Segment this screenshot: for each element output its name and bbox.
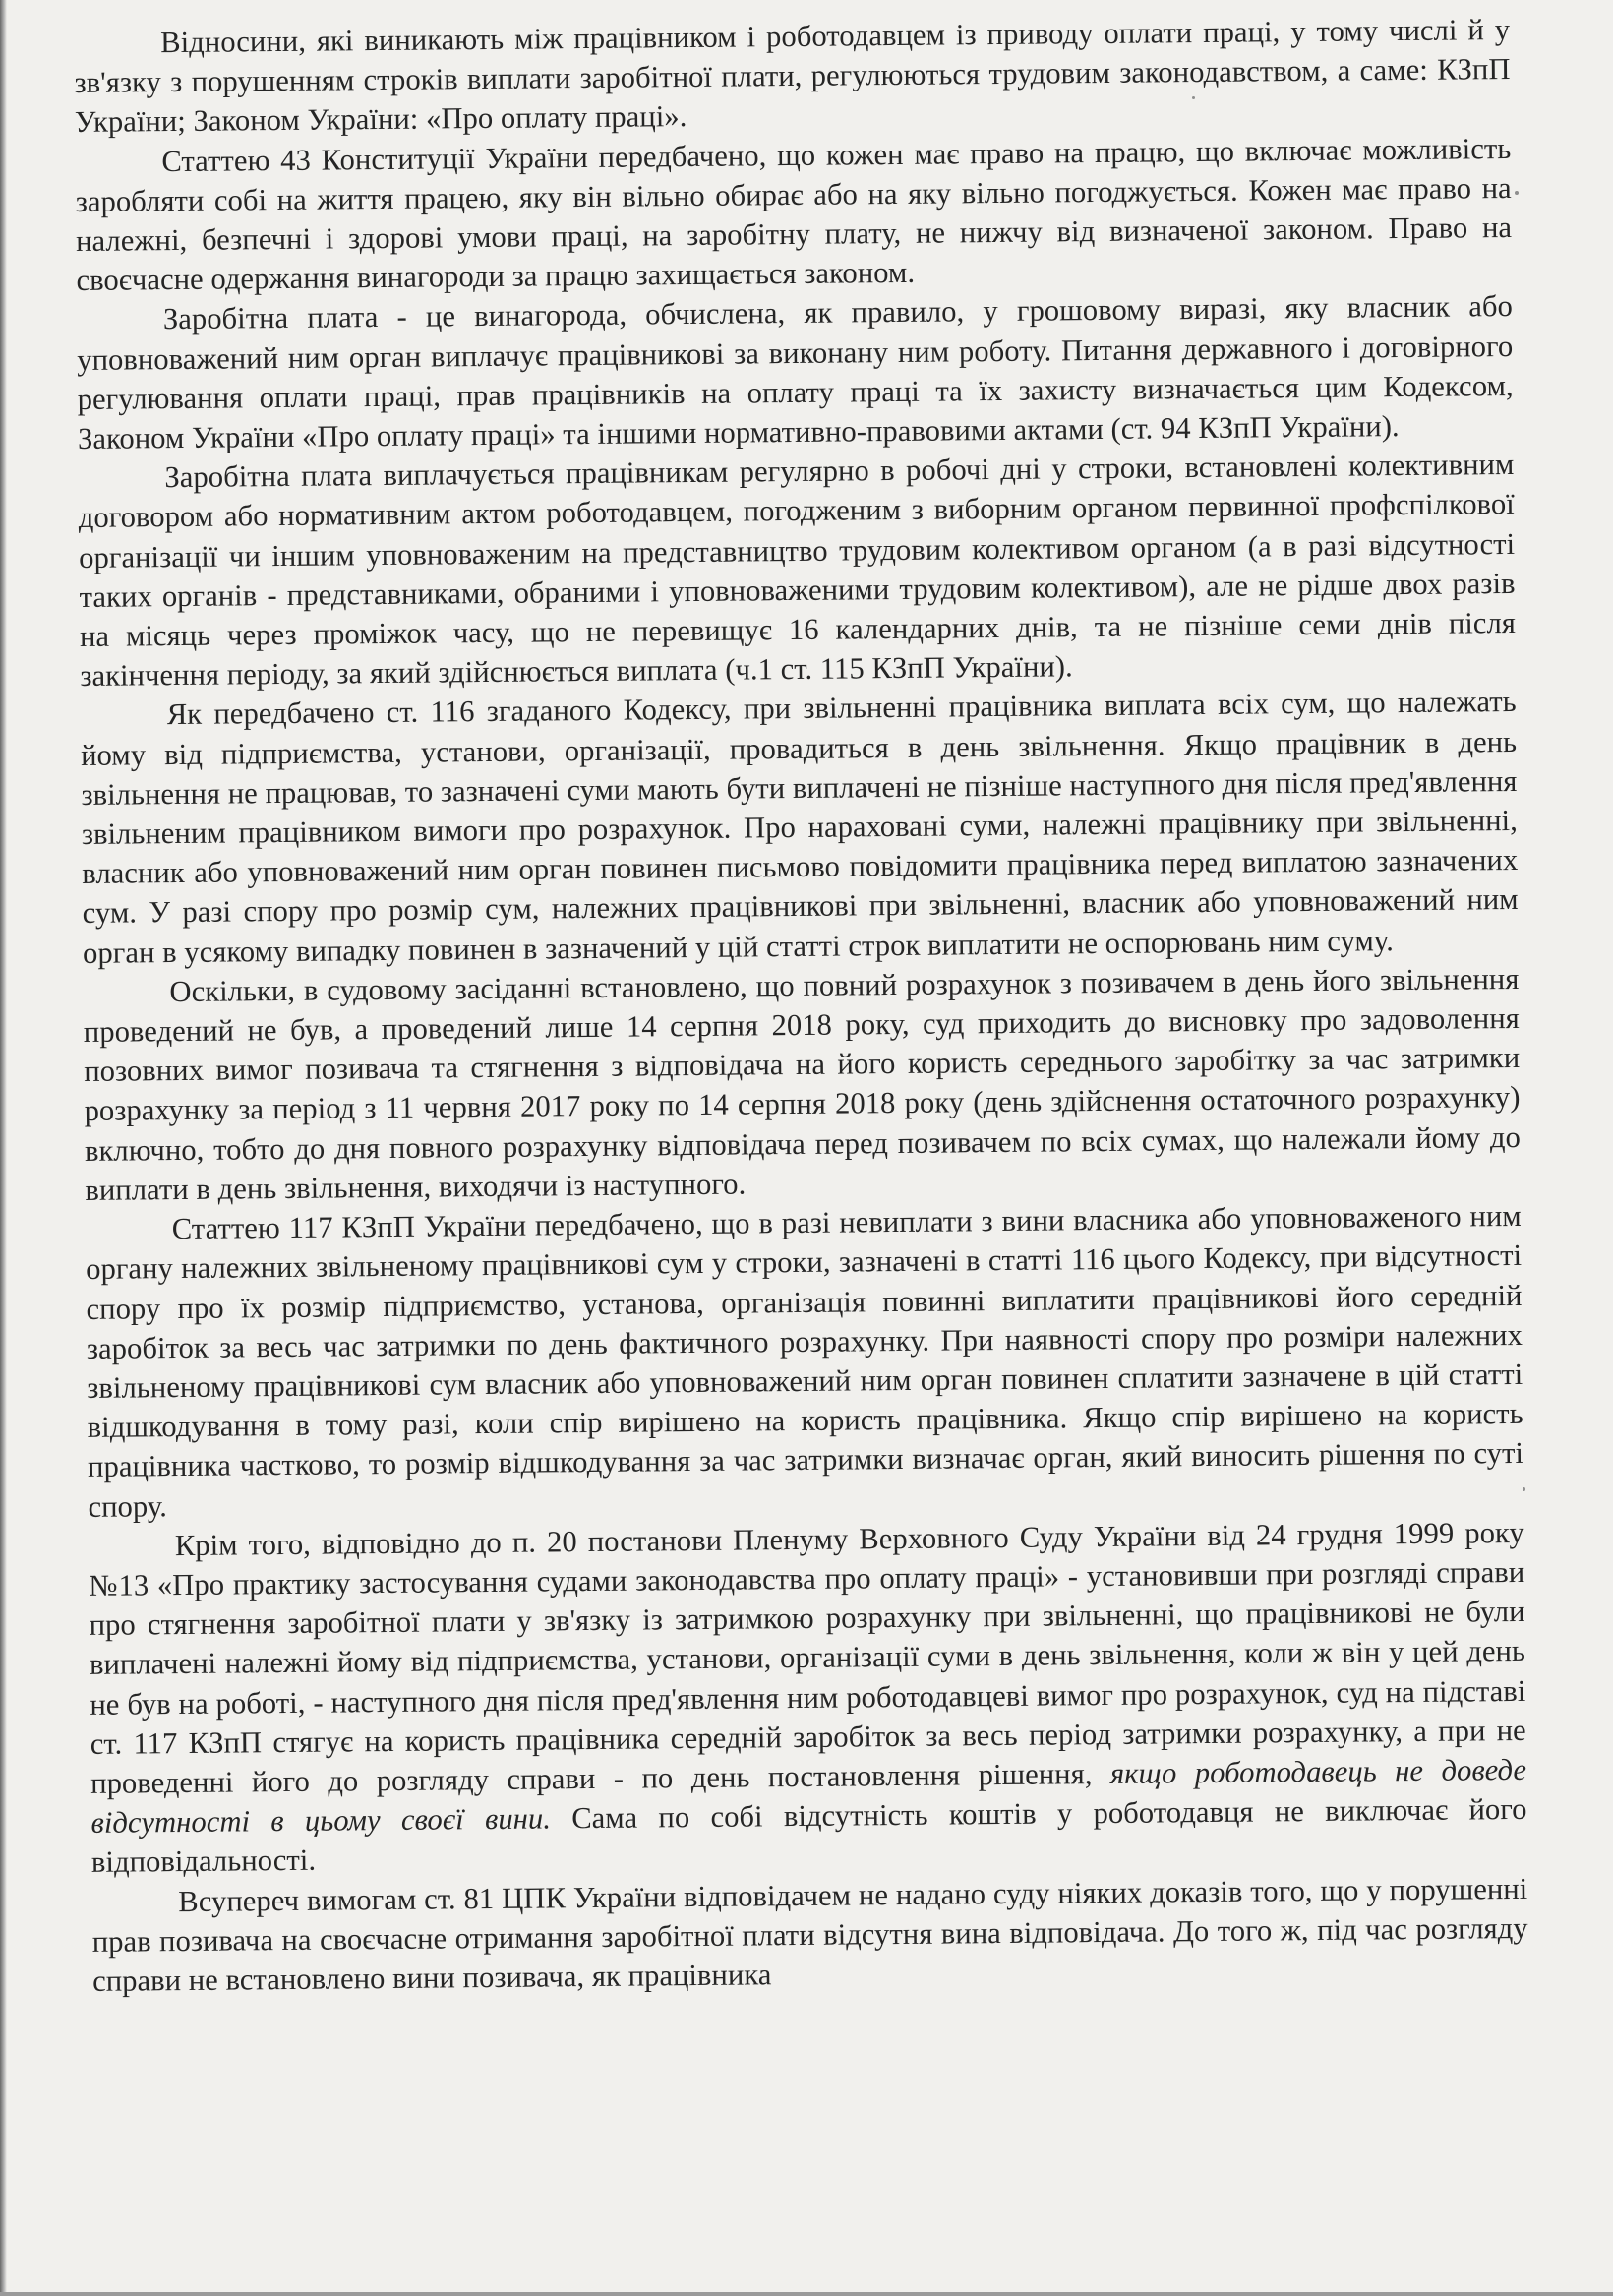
scan-bottom-edge <box>0 2292 1613 2296</box>
scan-left-edge <box>0 0 7 2296</box>
paragraph-court-findings: Оскільки, в судовому засіданні встановлено, що повний розрахунок з позивачем в день його звільнення проведений не був, а проведений лише 14 серпня 2018 року, суд приходить до висновку про задоволення позовних вимог позивача та стягнення з відповідача на його користь середнього заробітку за час затримки розрахунку за період з 11 червня 2017 року по 14 серпня 2018 року (день здійснення остаточного розрахунку) включно, тобто до дня повного розрахунку відповідача перед позивачем по всіх сумах, що належали йому до виплати в день звільнення, виходячи із наступного. <box>83 961 1522 1207</box>
paragraph-plenum-resolution <box>89 1513 1527 1883</box>
plenum-tail-text: Сама по собі відсутність коштів у роботодавця не виключає його відповідальності. <box>90 1792 1527 1880</box>
document-body <box>74 10 1528 2001</box>
scan-speck <box>1515 191 1519 195</box>
paragraph-labor-relations: Відносини, які виникають між працівником і роботодавцем із приводу оплати праці, у тому числі й у зв'язку з порушенням строків виплати заробітної плати, регулюються трудовим законодавством, а саме: КЗпП України; Законом України: «Про оплату праці». <box>74 12 1511 140</box>
paragraph-art-117: Статтею 117 КЗпП України передбачено, що в разі невиплати з вини власника або уповноваженого ним органу належних звільненому працівникові сум у строки, зазначені в статті 116 цього Кодексу, при відсутності спору про їх розмір підприємство, установа, організація повинні виплатити працівникові його середній заробіток за весь час затримки по день фактичного розрахунку. При наявності спору про розміри належних звільненому працівникові сум власник або уповноважений ним орган повинен сплатити зазначене в цій статті відшкодування в тому разі, коли спір вирішено на користь працівника. Якщо спір вирішено на користь працівника частково, то розмір відшкодування за час затримки визначає орган, який виносить рішення по суті спору. <box>85 1199 1524 1524</box>
paragraph-constitution-art-43: Статтею 43 Конституції України передбачено, що кожен має право на працю, що включає можливість заробляти собі на життя працею, яку він вільно обирає або на яку вільно погоджується. Кожен має право на належні, безпечні і здорові умови праці, на заробітну плату, не нижчу від визначеної законом. Право на своєчасне одержання винагороди за працю захищається законом. <box>75 131 1513 298</box>
paragraph-salary-definition: Заробітна плата - це винагорода, обчислена, як правило, у грошовому виразі, яку власник або уповноважений ним орган виплачує працівникові за виконану ним роботу. Питання державного і договірного регулювання оплати праці, прав працівників на оплату праці та їх захисту визначається цим Кодексом, Законом України «Про оплату праці» та іншими нормативно-правовими актами (ст. 94 КЗпП України). <box>77 289 1514 456</box>
plenum-italic-text: якщо роботодавець не доведе відсутності в цьому своєї вини. <box>90 1752 1527 1841</box>
paragraph-payment-schedule: Заробітна плата виплачується працівникам регулярно в робочі дні у строки, встановлені колективним договором або нормативним актом роботодавцем, погодженим з виборним органом первинної профспілкової організації чи іншим уповноваженим на представництво трудовим колективом органом (а в разі відсутності таких органів - представниками, обраними і уповноваженими трудовим колективом), але не рідше двох разів на місяць через проміжок часу, що не перевищує 16 календарних днів, та не пізніше семи днів після закінчення періоду, за який здійснюється виплата (ч.1 ст. 115 КЗпП України). <box>78 448 1517 694</box>
paragraph-cpc-art-81: Всупереч вимогам ст. 81 ЦПК України відповідачем не надано суду ніяких доказів того, що у порушенні прав позивача на своєчасне отримання заробітної плати відсутня вина відповідача. До того ж, під час розгляду справи не встановлено вини позивача, як працівника <box>91 1871 1528 1998</box>
plenum-text: Крім того, відповідно до п. 20 постанови Пленуму Верховного Суду України від 24 грудня 1999 року №13 «Про практику застосування судами законодавства про оплату праці» - установивши при розгляді справи про стягнення заробітної плати у зв'язку із затримкою розрахунку при звільненні, що працівникові не були виплачені належні йому від підприємства, установи, організації суми в день звільнення, коли ж він у цей день не був на роботі, - наступного дня після пред'явлення ним роботодавцеві вимог про розрахунок, суд на підставі ст. 117 КЗпП стягує на користь працівника середній заробіток за весь період затримки розрахунку, а при не проведенні його до розгляду справи - по день постановлення рішення, <box>89 1515 1526 1800</box>
paragraph-dismissal-art-116: Як передбачено ст. 116 згаданого Кодексу, при звільненні працівника виплата всіх сум, що належать йому від підприємства, установи, організації, провадиться в день звільнення. Якщо працівник в день звільнення не працював, то зазначені суми мають бути виплачені не пізніше наступного дня після пред'явлення звільненим працівником вимоги про розрахунок. Про нараховані суми, належні працівнику при звільненні, власник або уповноважений ним орган повинен письмово повідомити працівника перед виплатою зазначених сум. У разі спору про розмір сум, належних працівникові при звільненні, власник або уповноважений ним орган в усякому випадку повинен в зазначений у цій статті строк виплатити не оспорювань ним суму. <box>80 685 1519 970</box>
